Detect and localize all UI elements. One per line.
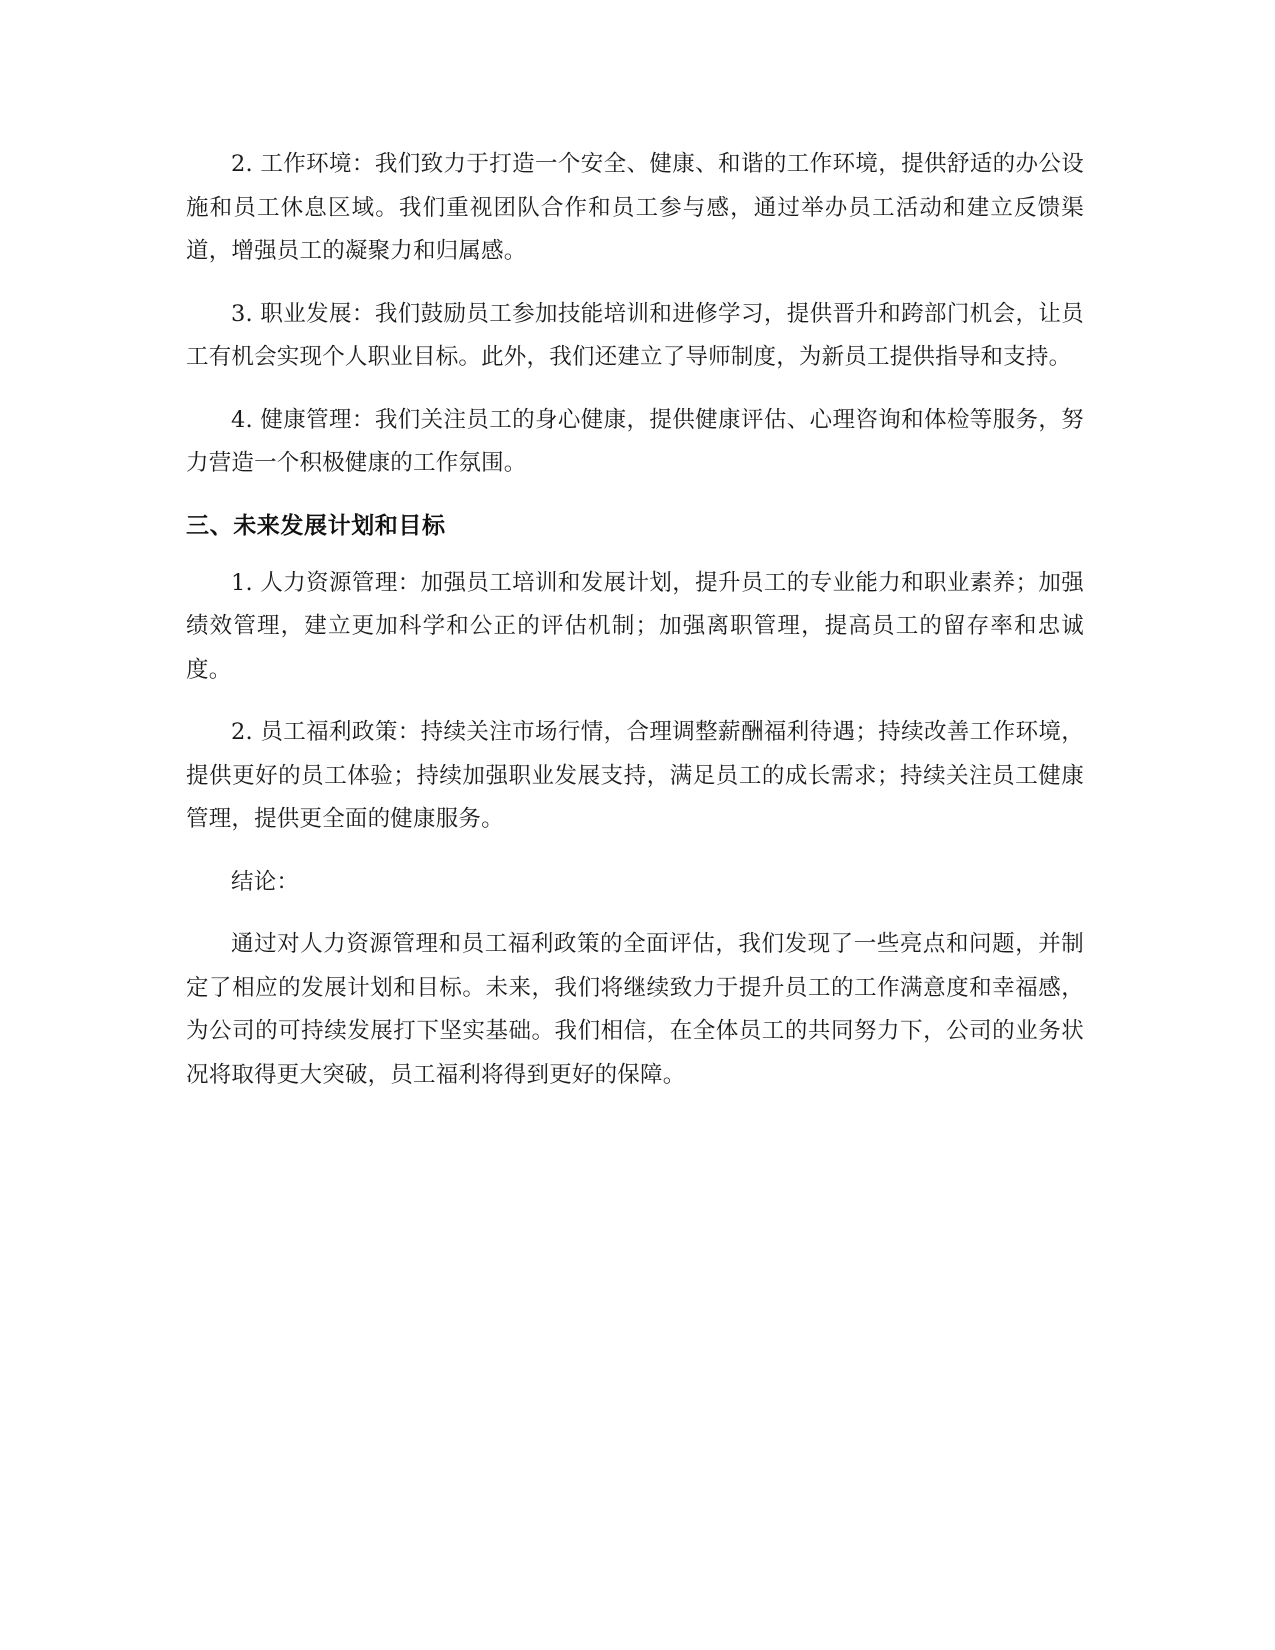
conclusion-label: 结论： bbox=[231, 868, 300, 895]
paragraph-work-environment: 2. 工作环境：我们致力于打造一个安全、健康、和谐的工作环境，提供舒适的办公设施和员工休息区域。我们重视团队合作和员工参与感，通过举办员工活动和建立反馈渠道，增强员工的凝聚力和归属感。 bbox=[186, 151, 1084, 264]
paragraph-hr-management: 1. 人力资源管理：加强员工培训和发展计划，提升员工的专业能力和职业素养；加强绩效管理，建立更加科学和公正的评估机制；加强离职管理，提高员工的留存率和忠诚度。 bbox=[186, 569, 1084, 683]
document-body bbox=[186, 143, 1084, 1116]
conclusion-paragraph: 通过对人力资源管理和员工福利政策的全面评估，我们发现了一些亮点和问题，并制定了相应的发展计划和目标。未来，我们将继续致力于提升员工的工作满意度和幸福感，为公司的可持续发展打下坚实基础。我们相信，在全体员工的共同努力下，公司的业务状况将取得更大突破，员工福利将得到更好的保障。 bbox=[186, 931, 1084, 1088]
section-heading-future-plans: 三、未来发展计划和目标 bbox=[186, 512, 446, 539]
paragraph-welfare-policy: 2. 员工福利政策：持续关注市场行情，合理调整薪酬福利待遇；持续改善工作环境，提供更好的员工体验；持续加强职业发展支持，满足员工的成长需求；持续关注员工健康管理，提供更全面的健康服务。 bbox=[186, 719, 1084, 832]
paragraph-health-management: 4. 健康管理：我们关注员工的身心健康，提供健康评估、心理咨询和体检等服务，努力营造一个积极健康的工作氛围。 bbox=[186, 406, 1084, 476]
paragraph-career-development: 3. 职业发展：我们鼓励员工参加技能培训和进修学习，提供晋升和跨部门机会，让员工有机会实现个人职业目标。此外，我们还建立了导师制度，为新员工提供指导和支持。 bbox=[186, 300, 1084, 370]
